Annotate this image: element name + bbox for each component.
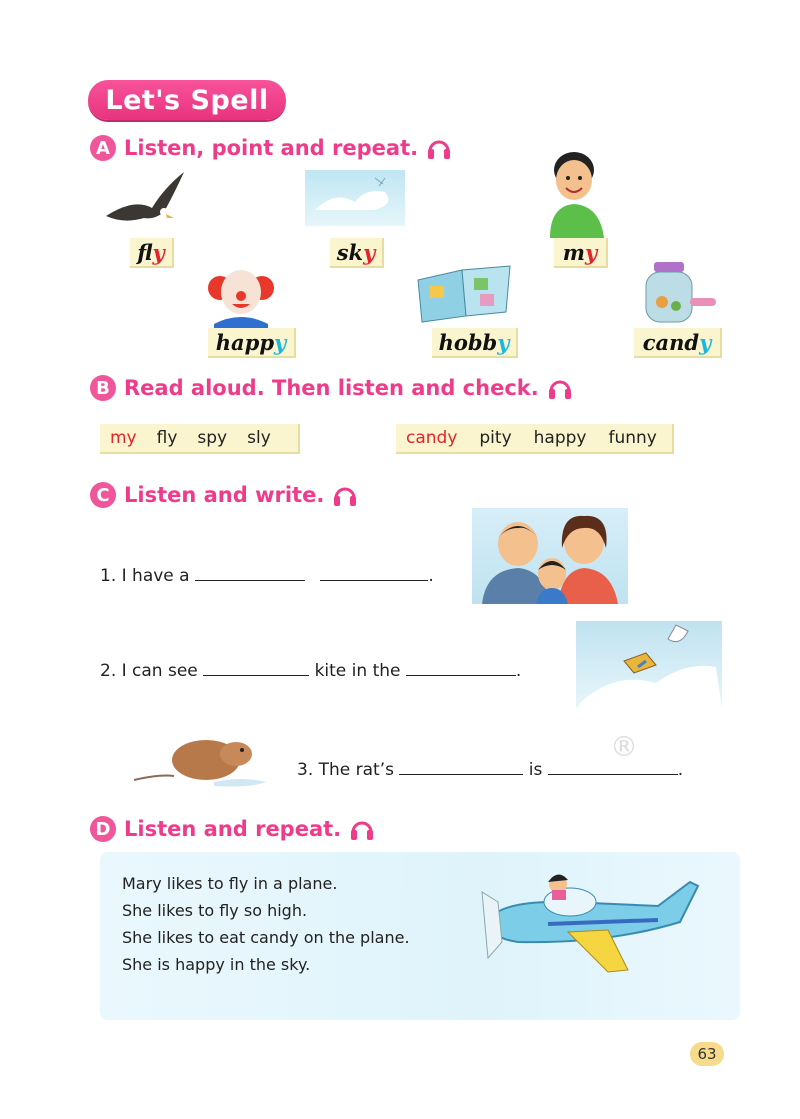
- word-group-1: [100, 424, 300, 454]
- plane-picture: [458, 862, 708, 984]
- word-fly: fl y: [130, 238, 174, 268]
- section-letter-a: A: [90, 135, 116, 161]
- chant-line: Mary likes to fly in a plane.: [122, 874, 338, 893]
- section-letter-d: D: [90, 816, 116, 842]
- clown-picture: [206, 262, 276, 330]
- headphone-icon[interactable]: [547, 375, 573, 401]
- headphone-icon[interactable]: [349, 816, 375, 842]
- list-item: fly: [156, 428, 178, 448]
- list-item: funny: [608, 428, 657, 448]
- family-picture: [472, 508, 628, 604]
- word-group-2: [396, 424, 674, 454]
- eagle-picture: [104, 168, 190, 230]
- book-picture: [414, 262, 514, 324]
- candy-jar-picture: [636, 258, 720, 326]
- section-b-title: Read aloud. Then listen and check.: [124, 376, 539, 400]
- chant-line: She is happy in the sky.: [122, 955, 311, 974]
- word-my: m y: [554, 238, 608, 268]
- word-candy: cand y: [634, 328, 722, 358]
- section-c-heading: [90, 482, 358, 508]
- headphone-icon[interactable]: [332, 482, 358, 508]
- sky-picture: [305, 170, 405, 226]
- chant-text: [122, 870, 410, 978]
- section-letter-b: B: [90, 375, 116, 401]
- section-d-heading: [90, 816, 375, 842]
- section-letter-c: C: [90, 482, 116, 508]
- sentence-2: 2. I can see kite in the .: [100, 661, 522, 681]
- rat-picture: [130, 726, 270, 790]
- list-item: spy: [197, 428, 228, 448]
- word-happy: happ y: [208, 328, 296, 358]
- list-item: candy: [406, 428, 458, 448]
- answer-blank[interactable]: [195, 568, 305, 581]
- section-a-title: Listen, point and repeat.: [124, 136, 419, 160]
- answer-blank[interactable]: [406, 663, 516, 676]
- answer-blank[interactable]: [320, 568, 428, 581]
- sky-kite-picture: [576, 621, 722, 709]
- list-item: sly: [247, 428, 271, 448]
- section-a-heading: [90, 135, 452, 161]
- sentence-1: 1. I have a .: [100, 566, 434, 586]
- headphone-icon[interactable]: [426, 135, 452, 161]
- section-d-title: Listen and repeat.: [124, 817, 342, 841]
- boy-picture: [540, 148, 612, 238]
- word-sky: sk y: [330, 238, 384, 268]
- section-b-heading: [90, 375, 573, 401]
- sentence-3: 3. The rat’s is .: [297, 760, 684, 780]
- answer-blank[interactable]: [203, 663, 309, 676]
- list-item: my: [110, 428, 137, 448]
- page-title: Let's Spell: [88, 80, 286, 120]
- answer-blank[interactable]: [399, 762, 523, 775]
- list-item: happy: [533, 428, 587, 448]
- chant-line: She likes to eat candy on the plane.: [122, 928, 410, 947]
- list-item: pity: [479, 428, 512, 448]
- answer-blank[interactable]: [548, 762, 678, 775]
- chant-line: She likes to fly so high.: [122, 901, 308, 920]
- word-hobby: hobb y: [432, 328, 518, 358]
- section-c-title: Listen and write.: [124, 483, 325, 507]
- page-number: 63: [690, 1042, 724, 1066]
- registered-mark: ®: [610, 730, 638, 763]
